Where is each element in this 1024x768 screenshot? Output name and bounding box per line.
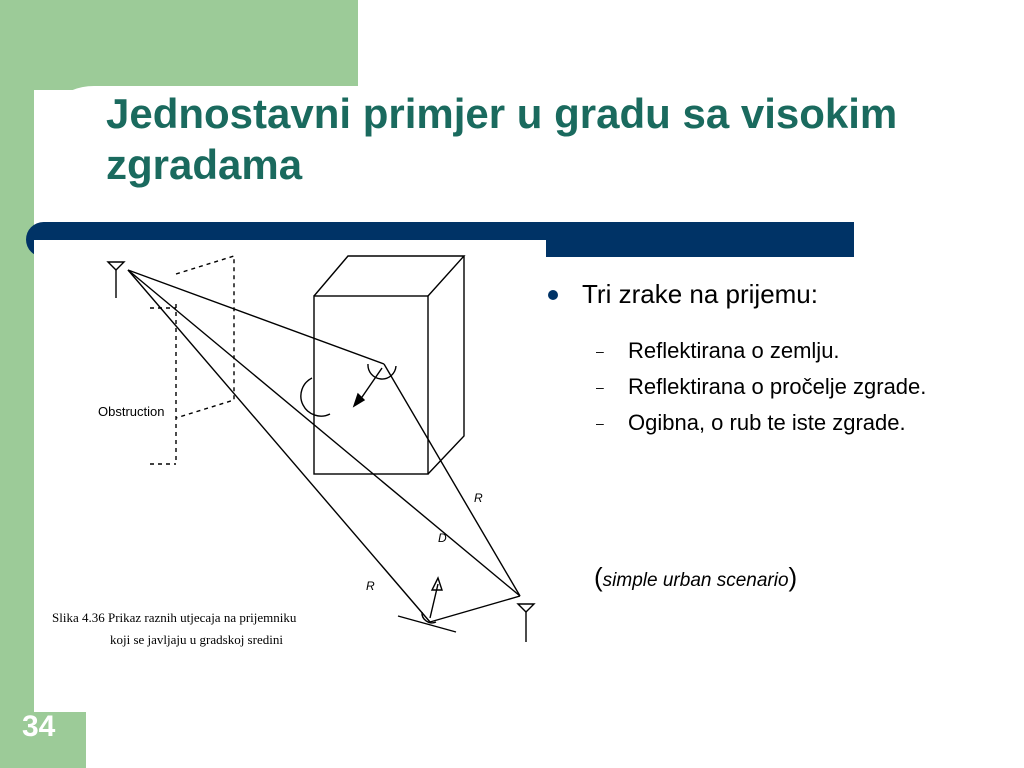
scenario-note bbox=[594, 562, 797, 593]
transmitter-antenna-icon bbox=[108, 262, 124, 298]
frame-left bbox=[0, 0, 34, 768]
figure-drawing bbox=[34, 240, 546, 670]
dash-icon: – bbox=[596, 415, 604, 431]
dash-icon: – bbox=[596, 379, 604, 395]
building-block bbox=[314, 256, 464, 474]
slide-title: Jednostavni primjer u gradu sa visokim zgradama bbox=[106, 90, 898, 188]
sub-bullet bbox=[542, 406, 962, 440]
frame-top bbox=[0, 0, 358, 90]
bullet-heading-text: Tri zrake na prijemu: bbox=[582, 279, 818, 309]
sub-bullet bbox=[542, 334, 962, 368]
ray-paths bbox=[128, 270, 520, 632]
obstruction-outline bbox=[150, 256, 234, 464]
sub-bullet-text: Reflektirana o zemlju. bbox=[628, 338, 840, 363]
obstruction-label: Obstruction bbox=[98, 404, 165, 419]
angle-arc-left bbox=[301, 378, 330, 416]
bullet-heading bbox=[542, 276, 962, 312]
urban-propagation-figure bbox=[34, 240, 546, 670]
normal-arrow-wall bbox=[354, 368, 382, 406]
figure-caption-line-1: Slika 4.36 Prikaz raznih utjecaja na prijemniku bbox=[52, 610, 297, 625]
note-text: simple urban scenario bbox=[602, 570, 789, 591]
figure-caption-line-2: koji se javljaju u gradskoj sredini bbox=[110, 632, 283, 647]
dash-icon: – bbox=[596, 343, 604, 359]
normal-arrow-ground bbox=[430, 578, 442, 618]
bullet-list bbox=[542, 276, 962, 592]
page-number: 34 bbox=[22, 710, 56, 743]
note-close-paren: ) bbox=[788, 562, 798, 592]
reflected-ray-label: R bbox=[474, 491, 483, 505]
receiver-antenna-icon bbox=[518, 604, 534, 642]
bullet-dot-icon bbox=[548, 290, 558, 300]
note-open-paren: ( bbox=[594, 562, 603, 592]
sub-bullet-text: Ogibna, o rub te iste zgrade. bbox=[628, 410, 906, 435]
sub-bullet-text: Reflektirana o pročelje zgrade. bbox=[628, 374, 927, 399]
diffracted-ray-label: D bbox=[438, 531, 447, 545]
ground-reflection-label: R bbox=[366, 579, 375, 593]
sub-bullet bbox=[542, 370, 962, 404]
